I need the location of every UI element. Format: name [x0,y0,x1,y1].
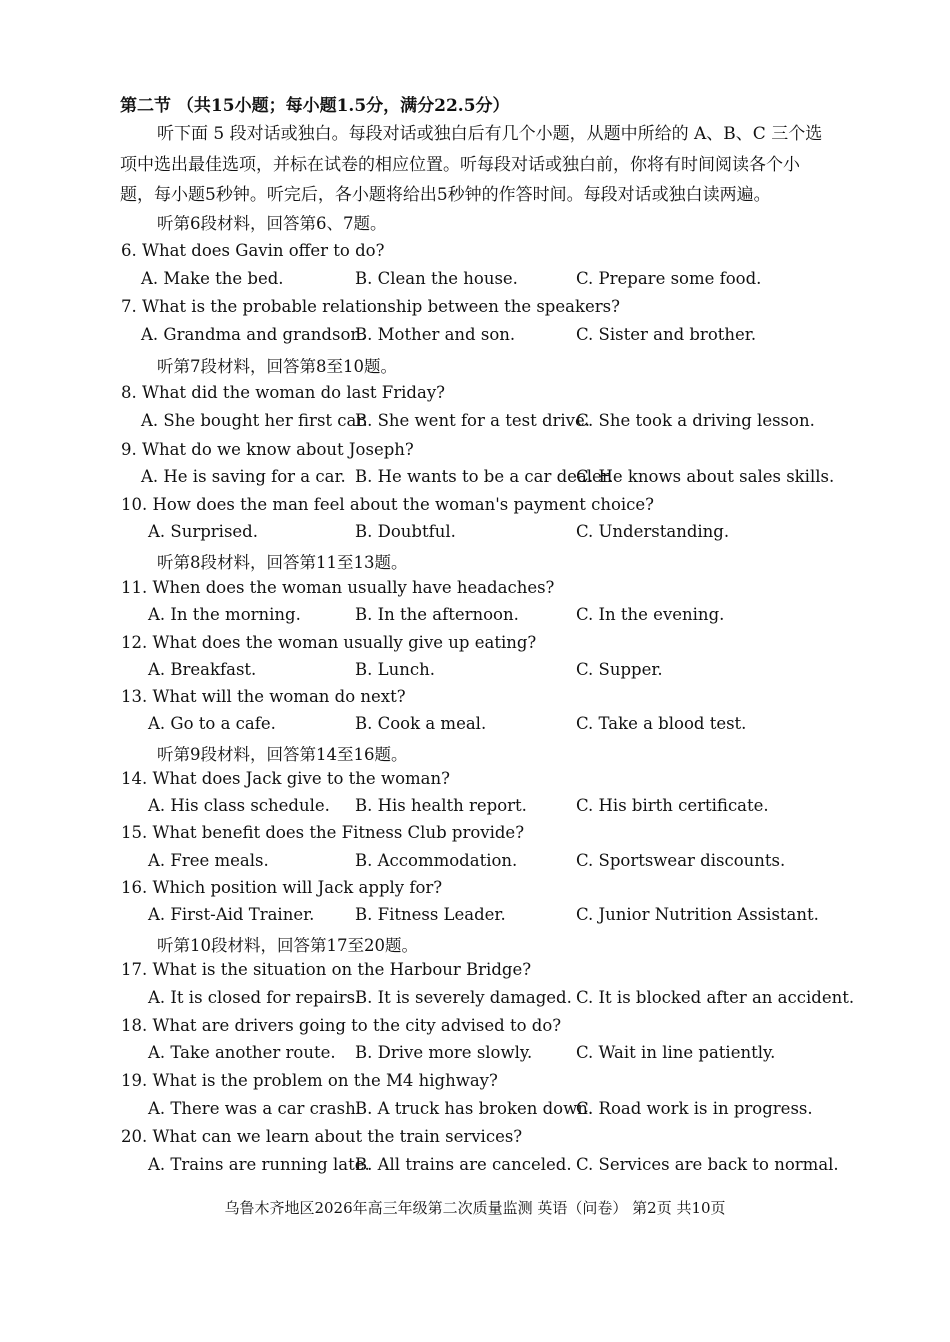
option-c: C. He knows about sales skills. [576,467,835,486]
question-stem: 10. How does the man feel about the woman's payment choice? [121,495,655,514]
option-b: B. She went for a test drive. [355,411,590,430]
option-b: B. It is severely damaged. [355,988,572,1007]
option-c: C. In the evening. [576,605,725,624]
option-b: B. Cook a meal. [355,714,487,733]
instruction-line: 项中选出最佳选项，并标在试卷的相应位置。听每段对话或独白前，你将有时间阅读各个小 [120,155,800,175]
material-label: 听第9段材料，回答第14至16题。 [157,745,408,764]
option-a: A. Surprised. [148,522,258,541]
option-c: C. It is blocked after an accident. [576,988,855,1007]
option-b: B. A truck has broken down. [355,1099,594,1118]
question-stem: 12. What does the woman usually give up eating? [121,633,537,652]
material-label: 听第10段材料，回答第17至20题。 [157,936,418,955]
option-b: B. Mother and son. [355,325,516,344]
option-b: B. In the afternoon. [355,605,519,624]
option-b: B. Clean the house. [355,269,518,288]
option-c: C. Sportswear discounts. [576,851,786,870]
option-b: B. Lunch. [355,660,435,679]
option-b: B. He wants to be a car dealer. [355,467,614,486]
question-stem: 11. When does the woman usually have headaches? [121,578,555,597]
option-a: A. Breakfast. [148,660,257,679]
option-c: C. Sister and brother. [576,325,757,344]
question-stem: 20. What can we learn about the train services? [121,1127,523,1146]
option-b: B. Drive more slowly. [355,1043,533,1062]
option-a: A. Free meals. [148,851,269,870]
option-a: A. In the morning. [148,605,301,624]
question-stem: 15. What benefit does the Fitness Club provide? [121,823,525,842]
material-label: 听第6段材料，回答第6、7题。 [157,214,387,233]
material-label: 听第8段材料，回答第11至13题。 [157,553,408,572]
section-heading: 第二节 （共15小题；每小题1.5分，满分22.5分） [120,96,510,116]
option-c: C. Services are back to normal. [576,1155,839,1174]
option-b: B. All trains are canceled. [355,1155,572,1174]
option-c: C. Junior Nutrition Assistant. [576,905,819,924]
material-label: 听第7段材料，回答第8至10题。 [157,357,397,376]
option-b: B. Fitness Leader. [355,905,506,924]
option-c: C. His birth certificate. [576,796,769,815]
option-a: A. Go to a cafe. [148,714,276,733]
instruction-line: 听下面 5 段对话或独白。每段对话或独白后有几个小题，从题中所给的 A、B、C 三个选 [157,124,823,144]
question-stem: 14. What does Jack give to the woman? [121,769,450,788]
option-c: C. Take a blood test. [576,714,747,733]
option-a: A. Make the bed. [141,269,284,288]
option-b: B. Doubtful. [355,522,456,541]
option-c: C. Prepare some food. [576,269,762,288]
question-stem: 16. Which position will Jack apply for? [121,878,443,897]
option-a: A. It is closed for repairs. [148,988,361,1007]
question-stem: 19. What is the problem on the M4 highway? [121,1071,498,1090]
option-a: A. She bought her first car. [141,411,368,430]
page-footer: 乌鲁木齐地区2026年高三年级第二次质量监测 英语（问卷） 第2页 共10页 [224,1199,726,1217]
option-c: C. Road work is in progress. [576,1099,813,1118]
option-b: B. Accommodation. [355,851,518,870]
option-a: A. Trains are running late. [148,1155,370,1174]
question-stem: 18. What are drivers going to the city advised to do? [121,1016,562,1035]
option-c: C. She took a driving lesson. [576,411,815,430]
option-b: B. His health report. [355,796,527,815]
question-stem: 9. What do we know about Joseph? [121,440,414,459]
instruction-line: 题，每小题5秒钟。听完后，各小题将给出5秒钟的作答时间。每段对话或独白读两遍。 [120,185,771,205]
option-a: A. There was a car crash. [148,1099,361,1118]
question-stem: 13. What will the woman do next? [121,687,406,706]
option-a: A. He is saving for a car. [141,467,346,486]
option-a: A. Grandma and grandson. [141,325,367,344]
question-stem: 6. What does Gavin offer to do? [121,241,385,260]
option-c: C. Supper. [576,660,663,679]
question-stem: 17. What is the situation on the Harbour Bridge? [121,960,532,979]
option-a: A. First-Aid Trainer. [148,905,315,924]
option-a: A. His class schedule. [148,796,330,815]
question-stem: 8. What did the woman do last Friday? [121,383,445,402]
option-a: A. Take another route. [148,1043,336,1062]
option-c: C. Understanding. [576,522,730,541]
option-c: C. Wait in line patiently. [576,1043,776,1062]
question-stem: 7. What is the probable relationship between the speakers? [121,297,620,316]
